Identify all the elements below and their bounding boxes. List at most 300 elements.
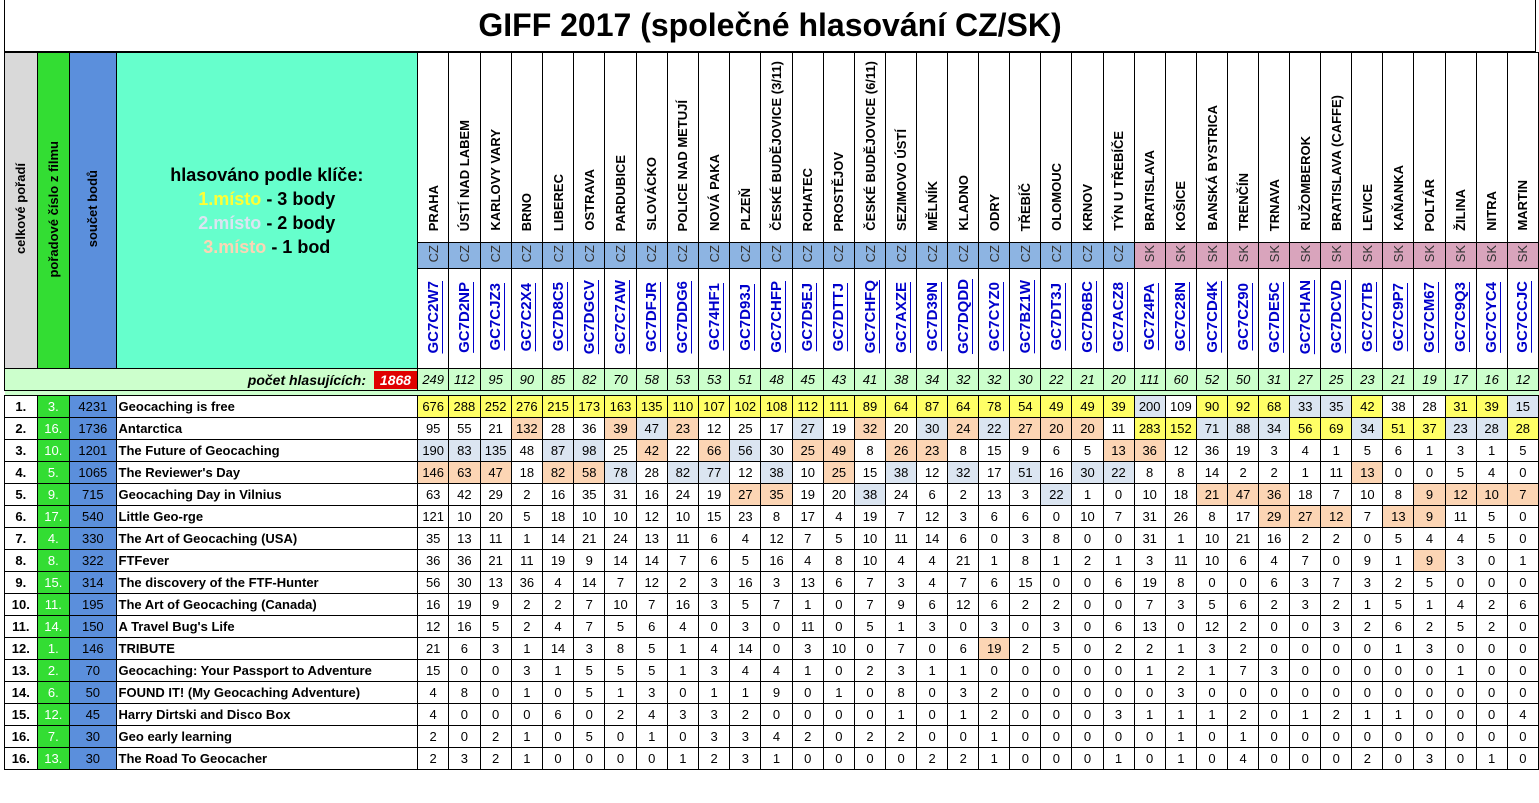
city-header: PLZEŇ xyxy=(730,53,761,243)
vote-cell: 0 xyxy=(1103,660,1134,682)
geocache-code-cell xyxy=(1445,269,1476,369)
vote-cell: 13 xyxy=(1134,616,1165,638)
vote-cell: 0 xyxy=(1103,594,1134,616)
geocache-link[interactable]: GC7CJZ3 xyxy=(487,283,505,351)
vote-cell: 3 xyxy=(1290,572,1321,594)
city-header: KARLOVY VARY xyxy=(480,53,511,243)
vote-cell: 1 xyxy=(1197,660,1228,682)
geocache-link[interactable]: GC7DGCV xyxy=(580,279,598,355)
vote-cell: 0 xyxy=(823,726,854,748)
vote-cell: 3 xyxy=(1414,748,1445,770)
vote-cell: 28 xyxy=(1507,418,1538,440)
vote-cell: 8 xyxy=(886,682,917,704)
vote-cell: 4 xyxy=(1290,440,1321,462)
geocache-code-cell xyxy=(1352,269,1383,369)
geocache-code-cell xyxy=(979,269,1010,369)
vote-cell: 12 xyxy=(917,462,948,484)
geocache-link[interactable]: GC7ACZ8 xyxy=(1110,281,1128,352)
geocache-code-cell xyxy=(1507,269,1538,369)
vote-cell: 2 xyxy=(418,726,449,748)
vote-cell: 0 xyxy=(1383,726,1414,748)
vote-cell: 8 xyxy=(823,550,854,572)
geocache-link[interactable]: GC7C2W7 xyxy=(424,280,442,354)
vote-cell: 36 xyxy=(418,550,449,572)
overall-rank: 12. xyxy=(5,638,38,660)
vote-cell: 78 xyxy=(979,396,1010,418)
geocache-code-cell xyxy=(1103,269,1134,369)
vote-cell: 5 xyxy=(511,506,542,528)
city-voter-count: 22 xyxy=(1041,369,1072,391)
overall-rank: 8. xyxy=(5,550,38,572)
vote-cell: 19 xyxy=(823,418,854,440)
geocache-link[interactable]: GC7DCVD xyxy=(1327,280,1345,354)
vote-cell: 5 xyxy=(1072,440,1103,462)
vote-cell: 9 xyxy=(1414,506,1445,528)
geocache-link[interactable]: GC7CM67 xyxy=(1420,281,1438,353)
overall-rank: 4. xyxy=(5,462,38,484)
vote-cell: 5 xyxy=(1383,528,1414,550)
vote-cell: 14 xyxy=(542,638,573,660)
vote-cell: 23 xyxy=(667,418,698,440)
vote-cell: 3 xyxy=(1321,616,1352,638)
vote-cell: 1 xyxy=(511,748,542,770)
geocache-code-cell xyxy=(886,269,917,369)
vote-cell: 21 xyxy=(574,528,605,550)
vote-cell: 42 xyxy=(449,484,480,506)
vote-cell: 3 xyxy=(1197,638,1228,660)
vote-cell: 3 xyxy=(761,572,792,594)
vote-cell: 0 xyxy=(1103,682,1134,704)
table-row xyxy=(5,506,1539,528)
vote-cell: 0 xyxy=(1103,528,1134,550)
country-code: CZ xyxy=(1103,243,1134,269)
vote-cell: 1 xyxy=(1134,704,1165,726)
vote-cell: 47 xyxy=(636,418,667,440)
vote-cell: 1 xyxy=(948,704,979,726)
geocache-code-cell xyxy=(1134,269,1165,369)
vote-cell: 0 xyxy=(1414,726,1445,748)
vote-cell: 35 xyxy=(1321,396,1352,418)
country-code: CZ xyxy=(418,243,449,269)
vote-cell: 6 xyxy=(1041,440,1072,462)
vote-cell: 2 xyxy=(1228,638,1259,660)
vote-cell: 2 xyxy=(792,726,823,748)
vote-cell: 5 xyxy=(1476,528,1507,550)
film-number: 10. xyxy=(37,440,70,462)
vote-cell: 0 xyxy=(917,726,948,748)
vote-cell: 7 xyxy=(761,594,792,616)
film-number: 12. xyxy=(37,704,70,726)
vote-cell: 24 xyxy=(605,528,636,550)
vote-cell: 5 xyxy=(574,726,605,748)
vote-cell: 1 xyxy=(917,660,948,682)
vote-cell: 20 xyxy=(886,418,917,440)
vote-cell: 102 xyxy=(730,396,761,418)
vote-cell: 13 xyxy=(979,484,1010,506)
geocache-code-cell xyxy=(636,269,667,369)
film-number: 9. xyxy=(37,484,70,506)
geocache-link[interactable]: GC7DE5C xyxy=(1265,281,1283,353)
vote-cell: 2 xyxy=(1228,616,1259,638)
vote-cell: 36 xyxy=(511,572,542,594)
geocache-code-cell xyxy=(667,269,698,369)
geocache-link[interactable]: GC7DFJR xyxy=(643,281,661,352)
vote-cell: 2 xyxy=(1414,616,1445,638)
geocache-link[interactable]: GC7CHFQ xyxy=(861,280,879,354)
geocache-link[interactable]: GC7CYC4 xyxy=(1483,281,1501,353)
geocache-link[interactable]: GC724PA xyxy=(1141,283,1159,351)
city-voter-count: 21 xyxy=(1383,369,1414,391)
geocache-link[interactable]: GC7BZ1W xyxy=(1016,280,1034,354)
geocache-link[interactable]: GC7D93J xyxy=(736,283,754,351)
city-voter-count: 95 xyxy=(480,369,511,391)
geocache-link[interactable]: GC7D8C5 xyxy=(549,282,567,352)
vote-cell: 1 xyxy=(542,660,573,682)
city-header: TŘEBÍČ xyxy=(1010,53,1041,243)
city-voter-count: 23 xyxy=(1352,369,1383,391)
vote-cell: 0 xyxy=(855,638,886,660)
vote-cell: 0 xyxy=(761,638,792,660)
film-number: 13. xyxy=(37,748,70,770)
city-header: KAŇANKA xyxy=(1383,53,1414,243)
vote-cell: 3 xyxy=(511,660,542,682)
vote-cell: 1 xyxy=(1165,528,1196,550)
vote-cell: 12 xyxy=(761,528,792,550)
vote-cell: 10 xyxy=(855,528,886,550)
geocache-link[interactable]: GC7D5EJ xyxy=(799,282,817,352)
vote-cell: 0 xyxy=(1228,572,1259,594)
vote-cell: 0 xyxy=(1072,726,1103,748)
vote-cell: 6 xyxy=(979,594,1010,616)
vote-cell: 32 xyxy=(855,418,886,440)
vote-cell: 9 xyxy=(1010,440,1041,462)
city-header: SLOVÁCKO xyxy=(636,53,667,243)
total-points: 146 xyxy=(70,638,116,660)
vote-cell: 2 xyxy=(1041,594,1072,616)
vote-cell: 92 xyxy=(1228,396,1259,418)
vote-cell: 0 xyxy=(1290,638,1321,660)
vote-cell: 2 xyxy=(1476,616,1507,638)
vote-cell: 5 xyxy=(1352,440,1383,462)
city-voter-count: 25 xyxy=(1321,369,1352,391)
vote-cell: 13 xyxy=(792,572,823,594)
vote-cell: 3 xyxy=(1010,484,1041,506)
vote-cell: 0 xyxy=(1383,660,1414,682)
overall-rank: 2. xyxy=(5,418,38,440)
geocache-code-cell xyxy=(948,269,979,369)
vote-cell: 0 xyxy=(1476,682,1507,704)
vote-cell: 0 xyxy=(1259,726,1290,748)
vote-cell: 58 xyxy=(574,462,605,484)
vote-cell: 2 xyxy=(1228,462,1259,484)
vote-cell: 0 xyxy=(1072,528,1103,550)
geocache-link[interactable]: GC7CHFP xyxy=(768,281,786,353)
voting-key-legend xyxy=(116,53,418,369)
country-code: CZ xyxy=(886,243,917,269)
overall-rank: 13. xyxy=(5,660,38,682)
film-title: The Future of Geocaching xyxy=(116,440,418,462)
vote-cell: 1 xyxy=(667,660,698,682)
vote-cell: 21 xyxy=(1197,484,1228,506)
vote-cell: 10 xyxy=(792,462,823,484)
vote-cell: 3 xyxy=(1103,704,1134,726)
vote-cell: 23 xyxy=(730,506,761,528)
geocache-link[interactable]: GC7DTTJ xyxy=(830,282,848,352)
city-header: KRNOV xyxy=(1072,53,1103,243)
vote-cell: 0 xyxy=(823,748,854,770)
city-voter-count: 51 xyxy=(730,369,761,391)
vote-cell: 2 xyxy=(1321,704,1352,726)
vote-cell: 7 xyxy=(574,616,605,638)
geocache-link[interactable]: GC74HF1 xyxy=(705,283,723,351)
geocache-link[interactable]: GC7C9P7 xyxy=(1389,282,1407,352)
vote-cell: 0 xyxy=(1290,660,1321,682)
vote-cell: 12 xyxy=(917,506,948,528)
vote-cell: 1 xyxy=(1103,550,1134,572)
total-points: 150 xyxy=(70,616,116,638)
overall-rank: 5. xyxy=(5,484,38,506)
vote-cell: 1 xyxy=(886,704,917,726)
vote-cell: 11 xyxy=(886,528,917,550)
vote-cell: 27 xyxy=(1010,418,1041,440)
geocache-code-cell xyxy=(542,269,573,369)
vote-cell: 18 xyxy=(542,506,573,528)
geocache-link[interactable]: GC7DDG6 xyxy=(674,280,692,354)
vote-cell: 7 xyxy=(1134,594,1165,616)
vote-cell: 16 xyxy=(1041,462,1072,484)
vote-cell: 3 xyxy=(699,572,730,594)
vote-cell: 11 xyxy=(511,550,542,572)
vote-cell: 0 xyxy=(1507,638,1538,660)
city-voter-count: 85 xyxy=(542,369,573,391)
vote-cell: 1 xyxy=(1476,748,1507,770)
city-header: ČESKÉ BUDĚJOVICE (3/11) xyxy=(761,53,792,243)
vote-cell: 3 xyxy=(449,748,480,770)
geocache-link[interactable]: GC7C2X4 xyxy=(518,282,536,352)
city-header: NITRA xyxy=(1476,53,1507,243)
vote-cell: 8 xyxy=(1041,528,1072,550)
city-voter-count: 249 xyxy=(418,369,449,391)
vote-cell: 2 xyxy=(1352,616,1383,638)
vote-cell: 2 xyxy=(948,748,979,770)
vote-cell: 163 xyxy=(605,396,636,418)
vote-cell: 1 xyxy=(730,682,761,704)
vote-cell: 9 xyxy=(1352,550,1383,572)
vote-cell: 8 xyxy=(1010,550,1041,572)
vote-cell: 108 xyxy=(761,396,792,418)
vote-cell: 1 xyxy=(1414,594,1445,616)
vote-cell: 0 xyxy=(1507,506,1538,528)
vote-cell: 5 xyxy=(730,594,761,616)
city-header: PRAHA xyxy=(418,53,449,243)
table-row xyxy=(5,594,1539,616)
city-voter-count: 20 xyxy=(1103,369,1134,391)
vote-cell: 3 xyxy=(1414,638,1445,660)
vote-cell: 2 xyxy=(855,660,886,682)
country-code: CZ xyxy=(761,243,792,269)
vote-cell: 3 xyxy=(730,616,761,638)
country-code: CZ xyxy=(480,243,511,269)
film-number-header: pořadové číslo z filmu xyxy=(37,53,70,369)
geocache-code-cell xyxy=(418,269,449,369)
vote-cell: 7 xyxy=(636,594,667,616)
city-voter-count: 52 xyxy=(1197,369,1228,391)
vote-cell: 39 xyxy=(605,418,636,440)
geocache-link[interactable]: GC7CCJC xyxy=(1514,281,1532,353)
vote-cell: 0 xyxy=(1259,748,1290,770)
vote-cell: 2 xyxy=(1321,594,1352,616)
vote-cell: 27 xyxy=(1290,506,1321,528)
vote-cell: 11 xyxy=(667,528,698,550)
geocache-link[interactable]: GC7DQDD xyxy=(954,279,972,355)
geocache-link[interactable]: GC7D2NP xyxy=(455,281,473,353)
vote-cell: 1 xyxy=(1383,550,1414,572)
geocache-link[interactable]: GC7C28N xyxy=(1172,282,1190,352)
vote-cell: 12 xyxy=(1321,506,1352,528)
country-code: CZ xyxy=(574,243,605,269)
vote-cell: 82 xyxy=(667,462,698,484)
geocache-link[interactable]: GC7D6BC xyxy=(1078,281,1096,353)
vote-cell: 0 xyxy=(605,748,636,770)
vote-cell: 276 xyxy=(511,396,542,418)
vote-cell: 0 xyxy=(449,660,480,682)
vote-cell: 3 xyxy=(917,616,948,638)
geocache-code-cell xyxy=(1476,269,1507,369)
sheet-title: GIFF 2017 (společné hlasování CZ/SK) xyxy=(4,0,1536,52)
vote-cell: 2 xyxy=(480,726,511,748)
vote-cell: 0 xyxy=(1072,748,1103,770)
vote-cell: 22 xyxy=(1103,462,1134,484)
film-title: The Road To Geocacher xyxy=(116,748,418,770)
city-header: TRENČÍN xyxy=(1228,53,1259,243)
vote-cell: 5 xyxy=(605,616,636,638)
geocache-link[interactable]: GC7D39N xyxy=(923,282,941,352)
vote-cell: 16 xyxy=(667,594,698,616)
vote-cell: 1 xyxy=(1383,638,1414,660)
vote-cell: 0 xyxy=(511,704,542,726)
vote-cell: 66 xyxy=(699,440,730,462)
legend-first-value: - 3 body xyxy=(261,188,336,209)
geocache-code-cell xyxy=(1165,269,1196,369)
country-code: CZ xyxy=(823,243,854,269)
geocache-code-cell xyxy=(1041,269,1072,369)
vote-cell: 6 xyxy=(1010,506,1041,528)
vote-cell: 0 xyxy=(667,726,698,748)
vote-cell: 35 xyxy=(761,484,792,506)
country-code: CZ xyxy=(948,243,979,269)
vote-cell: 3 xyxy=(1259,660,1290,682)
vote-cell: 0 xyxy=(1259,704,1290,726)
vote-cell: 11 xyxy=(480,528,511,550)
vote-cell: 3 xyxy=(699,726,730,748)
film-title: TRIBUTE xyxy=(116,638,418,660)
vote-cell: 0 xyxy=(1352,726,1383,748)
vote-cell: 12 xyxy=(418,616,449,638)
vote-cell: 2 xyxy=(1259,594,1290,616)
city-header: PROSTĚJOV xyxy=(823,53,854,243)
vote-cell: 49 xyxy=(823,440,854,462)
vote-cell: 83 xyxy=(449,440,480,462)
film-title: The discovery of the FTF-Hunter xyxy=(116,572,418,594)
geocache-link[interactable]: GC7C7TB xyxy=(1358,281,1376,352)
vote-cell: 10 xyxy=(855,550,886,572)
vote-cell: 0 xyxy=(542,682,573,704)
vote-cell: 38 xyxy=(886,462,917,484)
vote-cell: 3 xyxy=(667,704,698,726)
country-code: SK xyxy=(1197,243,1228,269)
vote-cell: 1 xyxy=(511,528,542,550)
vote-cell: 2 xyxy=(418,748,449,770)
geocache-link[interactable]: GC7AXZE xyxy=(892,281,910,353)
vote-cell: 0 xyxy=(1476,638,1507,660)
overall-rank: 15. xyxy=(5,704,38,726)
vote-cell: 13 xyxy=(1383,506,1414,528)
film-title: Little Geo-rge xyxy=(116,506,418,528)
vote-cell: 0 xyxy=(449,726,480,748)
vote-cell: 0 xyxy=(1383,462,1414,484)
geocache-link[interactable]: GC7DT3J xyxy=(1047,283,1065,351)
vote-cell: 2 xyxy=(1352,748,1383,770)
vote-cell: 0 xyxy=(1321,638,1352,660)
vote-cell: 0 xyxy=(1507,748,1538,770)
vote-cell: 4 xyxy=(1228,748,1259,770)
vote-cell: 32 xyxy=(948,462,979,484)
geocache-link[interactable]: GC7C9Q3 xyxy=(1452,281,1470,353)
vote-cell: 2 xyxy=(855,726,886,748)
geocache-link[interactable]: GC7CHAN xyxy=(1296,279,1314,355)
vote-cell: 4 xyxy=(730,528,761,550)
vote-cell: 8 xyxy=(948,440,979,462)
vote-cell: 36 xyxy=(1259,484,1290,506)
vote-cell: 200 xyxy=(1134,396,1165,418)
vote-cell: 16 xyxy=(418,594,449,616)
country-code: CZ xyxy=(511,243,542,269)
film-number: 5. xyxy=(37,462,70,484)
geocache-link[interactable]: GC7CD4K xyxy=(1203,281,1221,353)
vote-cell: 6 xyxy=(1103,616,1134,638)
vote-cell: 15 xyxy=(1507,396,1538,418)
geocache-link[interactable]: GC7C7AW xyxy=(611,279,629,355)
total-points: 1065 xyxy=(70,462,116,484)
vote-cell: 20 xyxy=(823,484,854,506)
city-voter-count: 32 xyxy=(979,369,1010,391)
vote-cell: 12 xyxy=(948,594,979,616)
vote-cell: 0 xyxy=(1010,704,1041,726)
vote-cell: 19 xyxy=(855,506,886,528)
city-voter-count: 21 xyxy=(1072,369,1103,391)
vote-cell: 82 xyxy=(542,462,573,484)
geocache-link[interactable]: GC7CZ90 xyxy=(1234,283,1252,351)
vote-cell: 54 xyxy=(1010,396,1041,418)
geocache-code-cell xyxy=(917,269,948,369)
vote-cell: 11 xyxy=(1445,506,1476,528)
film-number: 2. xyxy=(37,660,70,682)
film-title: FTFever xyxy=(116,550,418,572)
vote-cell: 6 xyxy=(636,616,667,638)
vote-cell: 6 xyxy=(1228,550,1259,572)
geocache-code-cell xyxy=(1321,269,1352,369)
vote-cell: 38 xyxy=(855,484,886,506)
vote-cell: 89 xyxy=(855,396,886,418)
vote-cell: 0 xyxy=(1383,682,1414,704)
vote-cell: 2 xyxy=(480,748,511,770)
vote-cell: 0 xyxy=(1072,572,1103,594)
geocache-link[interactable]: GC7CYZ0 xyxy=(985,282,1003,352)
country-code: SK xyxy=(1228,243,1259,269)
country-code: CZ xyxy=(979,243,1010,269)
vote-cell: 0 xyxy=(1134,682,1165,704)
vote-cell: 25 xyxy=(730,418,761,440)
